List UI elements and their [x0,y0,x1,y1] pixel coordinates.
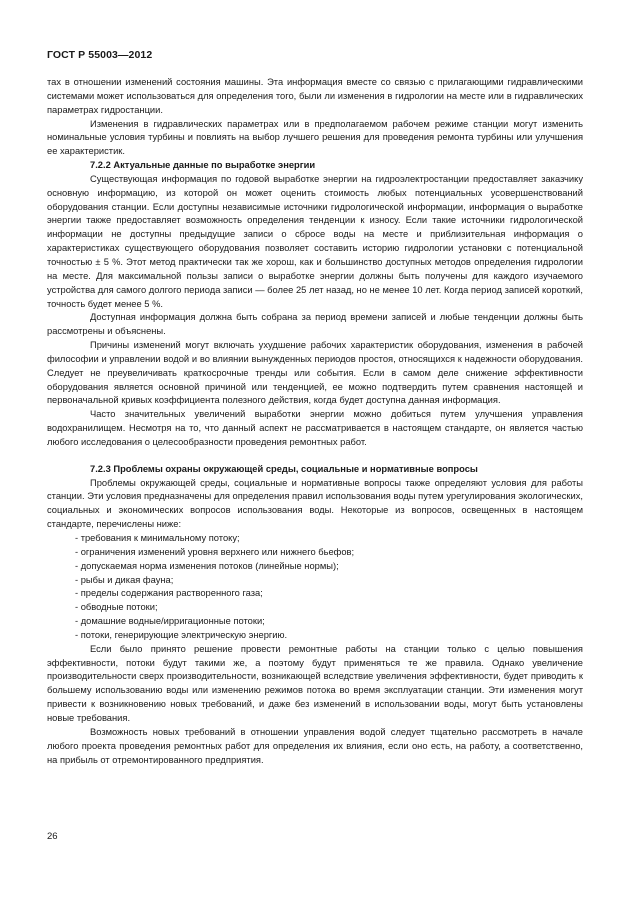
list-item: - ограничения изменений уровня верхнего или нижнего бьефов; [75,546,355,557]
paragraph-continuation: тах в отношении изменений состояния машины. Эта информация вместе со связью с прилагающими гидравлическими системами может использоваться для определения того, были ли изменения в гидрологии на месте или в гидравлических параметрах гидростанции. [47,77,583,115]
list-item: - обводные потоки; [75,602,158,613]
paragraph: Часто значительных увеличений выработки энергии можно добиться путем улучшения управления водохранилищем. Несмотря на то, что данный аспект не рассматривается в настоящем стандарте, он является частью любого исследования о целесообразности проведения ремонтных работ. [47,409,583,447]
page-number: 26 [47,831,58,842]
paragraph: Возможность новых требований в отношении управления водой следует тщательно рассмотреть в начале любого проекта проведения ремонтных работ для определения их влияния, если оно есть, на работу, а соответственно, на прибыль от отремонтированного предприятия. [47,726,583,765]
paragraph: Существующая информация по годовой выработке энергии на гидроэлектростанции предоставляет заказчику основную информацию, из которой он может оценить стоимость любых потенциальных усовершенствований оборудования станции. Если доступны независимые источники гидрологической информации, информация о выработке энергии также предоставляет возможность определения тенденции к износу. Если такие источники гидрологической информации не доступны предыдущие записи о сбросе воды на месте и приблизительная информация о характеристиках существующего оборудования позволяет составить историю гидрологии установки с потенциальной точностью ± 5 %. Этот метод практически так же хорош, как и большинство доступных методов определения гидрологии на месте. Для максимальной пользы записи о выработке энергии должны быть получены для каждого изучаемого устройства для самого долгого периода записи — более 25 лет назад, но не менее 10 лет. Когда период записей короткий, точность будет менее 5 %. [47,173,583,309]
paragraph: Проблемы окружающей среды, социальные и нормативные вопросы также определяют условия для работы станции. Эти условия предназначены для определения правил использования воды путем урегулирования экологических, социальных и экономических вопросов использования воды. Некоторые из вопросов, освещенных в настоящем стандарте, перечислены ниже: [47,477,583,530]
list-item: - требования к минимальному потоку; [75,533,240,543]
list-item: - потоки, генерирующие электрическую энергию. [75,629,288,640]
paragraph: Причины изменений могут включать ухудшение рабочих характеристик оборудования, изменения в рабочей философии и управлении водой и во влиянии вынужденных периодов простоя, относящихся к надежности оборудования. Следует не преувеличивать краткосрочные тренды или события. Если в самом деле снижение эффективности оборудования является основной причиной или тенденцией, ее можно подтвердить путем сравнения настоящей и первоначальной кривых коэффициента полезного действия, когда будет доступна данная информация. [47,340,583,406]
paragraph: Если было принято решение провести ремонтные работы на станции только с целью повышения эффективности, потоки будут такими же, а поэтому будут применяться те же правила. Однако увеличение производительности сверх производительности, возникающей вследствие увеличения эффективности, будет приводить к большему использованию воды или изменению режимов потока во время эксплуатации станции. Эти изменения могут привести к возникновению новых требований, и даже без изменений в использовании воды, могут быть установлены новые требования. [47,643,583,723]
issues-list [47,532,583,643]
list-item: - домашние водные/ирригационные потоки; [75,616,265,627]
list-item: - допускаемая норма изменения потоков (линейные нормы); [75,560,339,571]
list-item: - пределы содержания растворенного газа; [75,588,263,599]
list-item: - рыбы и дикая фауна; [75,574,174,585]
paragraph: Изменения в гидравлических параметрах или в предполагаемом рабочем режиме станции могут изменить номинальные условия турбины и повлиять на выбор лучшего решения для проведения ремонта турбины или улучшения ее характеристик. [47,118,583,157]
document-body [47,76,583,767]
section-heading-7-2-2: 7.2.2 Актуальные данные по выработке энергии [90,160,316,171]
section-heading-7-2-3: 7.2.3 Проблемы охраны окружающей среды, социальные и нормативные вопросы [90,463,478,474]
document-header: ГОСТ Р 55003—2012 [47,49,153,61]
paragraph: Доступная информация должна быть собрана за период времени записей и любые тенденции должны быть рассмотрены и объяснены. [47,312,583,337]
